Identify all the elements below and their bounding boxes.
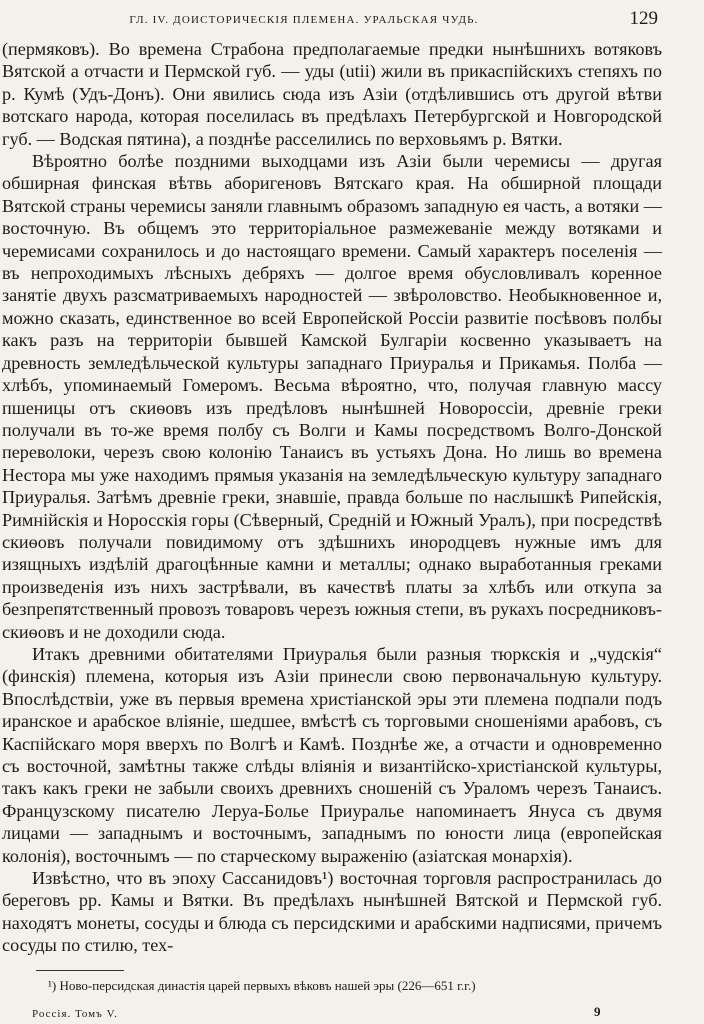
paragraph-1: (пермяковъ). Во времена Страбона предполагаемые предки нынѣшнихъ вотяковъ Вятской а отчасти и Пермской губ. — уды (utii) жили въ прикаспійскихъ степяхъ по р. Кумѣ (Удъ-Донъ). Они явились сюда изъ Азіи (отдѣлившись отъ другой вѣтви вотскаго народа, которая поселилась въ предѣлахъ Петербургской и Новгородской губ. — Водская пятина), а позднѣе расселились по верховьямъ р. Вятки. [2, 39, 662, 149]
page-number: 129 [629, 8, 658, 29]
footnote-divider [36, 970, 124, 971]
running-title: ГЛ. IV. ДОИСТОРИЧЕСКІЯ ПЛЕМЕНА. УРАЛЬСКАЯ ЧУДЬ. [129, 14, 479, 26]
footnote: ¹) Ново-персидская династія царей первыхъ вѣковъ нашей эры (226—651 г.г.) [48, 978, 476, 993]
paragraph-4: Извѣстно, что въ эпоху Сассанидовъ¹) восточная торговля распространилась до береговъ рр. Камы и Вятки. Въ предѣлахъ нынѣшней Вятской и Пермской губ. находятъ монеты, сосуды и блюда съ персидскими и арабскими надписями, причемъ сосуды по стилю, тех- [2, 868, 662, 956]
signature-number: 9 [594, 1004, 601, 1019]
paragraph-3: Итакъ древними обитателями Приуралья были разныя тюркскія и „чудскія“ (финскія) племена, которыя изъ Азіи принесли свою первоначальную культуру. Впослѣдствіи, уже въ первыя времена христіанской эры эти племена подпали подъ иранское и арабское вліяніе, шедшее, вмѣстѣ съ торговыми сношеніями арабовъ, съ Каспійскаго моря вверхъ по Волгѣ и Камѣ. Позднѣе же, а отчасти и одновременно съ восточной, замѣтны также слѣды вліянія и византійско-христіанской культуры, такъ какъ греки не забыли своихъ древнихъ сношеній съ Ураломъ черезъ Танаисъ. Французскому писателю Леруа-Болье Приуралье напоминаетъ Януса съ двумя лицами — западнымъ и восточнымъ, западнымъ по юности лица (европейская колонія), восточнымъ — по старческому выраженію (азіатская монархія). [2, 643, 662, 866]
signature-mark: Россія. Томъ V. [32, 1008, 118, 1020]
paragraph-2: Вѣроятно болѣе поздними выходцами изъ Азіи были черемисы — другая обширная финская вѣтвь аборигеновъ Вятскаго края. На обширной площади Вятской страны черемисы заняли главнымъ образомъ западную ея часть, а вотяки — восточную. Въ общемъ это территоріальное размежеваніе между вотяками и черемисами сохранилось и до настоящаго времени. Самый характеръ поселенія — въ непроходимыхъ лѣсныхъ дебряхъ — долгое время обусловливалъ коренное занятіе двухъ разсматриваемыхъ народностей — звѣроловство. Необыкновенное и, можно сказать, единственное во всей Европейской Россіи развитіе посѣвовъ полбы какъ разъ на территоріи бывшей Камской Булгаріи косвенно указываетъ на древность земледѣльческой культуры западнаго Приуралья и Прикамья. Полба — хлѣбъ, упоминаемый Гомеромъ. Весьма вѣроятно, что, получая главную массу пшеницы отъ скиѳовъ изъ предѣловъ нынѣшней Новороссіи, древніе греки получали въ то-же время полбу съ Волги и Камы посредствомъ Волго-Донской переволоки, черезъ свою колонію Танаисъ въ устьяхъ Дона. Но лишь во времена Нестора мы уже находимъ прямыя указанія на земледѣльческую культуру западнаго Приуралья. Затѣмъ древніе греки, знавшіе, правда больше по наслышкѣ Рипейскія, Римнійскія и Норосскія горы (Сѣверный, Средній и Южный Уралъ), при посредствѣ скиѳовъ получали повидимому отъ здѣшнихъ инородцевъ нужные имъ для изящныхъ издѣлій драгоцѣнные камни и металлы; однако выработанныя греками произведенія изъ нихъ застрѣвали, въ качествѣ платы за хлѣбъ или откупа за безпрепятственный провозъ товаровъ черезъ южныя степи, въ рукахъ посредниковъ-скиѳовъ и не доходили сюда. [2, 151, 662, 642]
main-text [2, 38, 662, 957]
